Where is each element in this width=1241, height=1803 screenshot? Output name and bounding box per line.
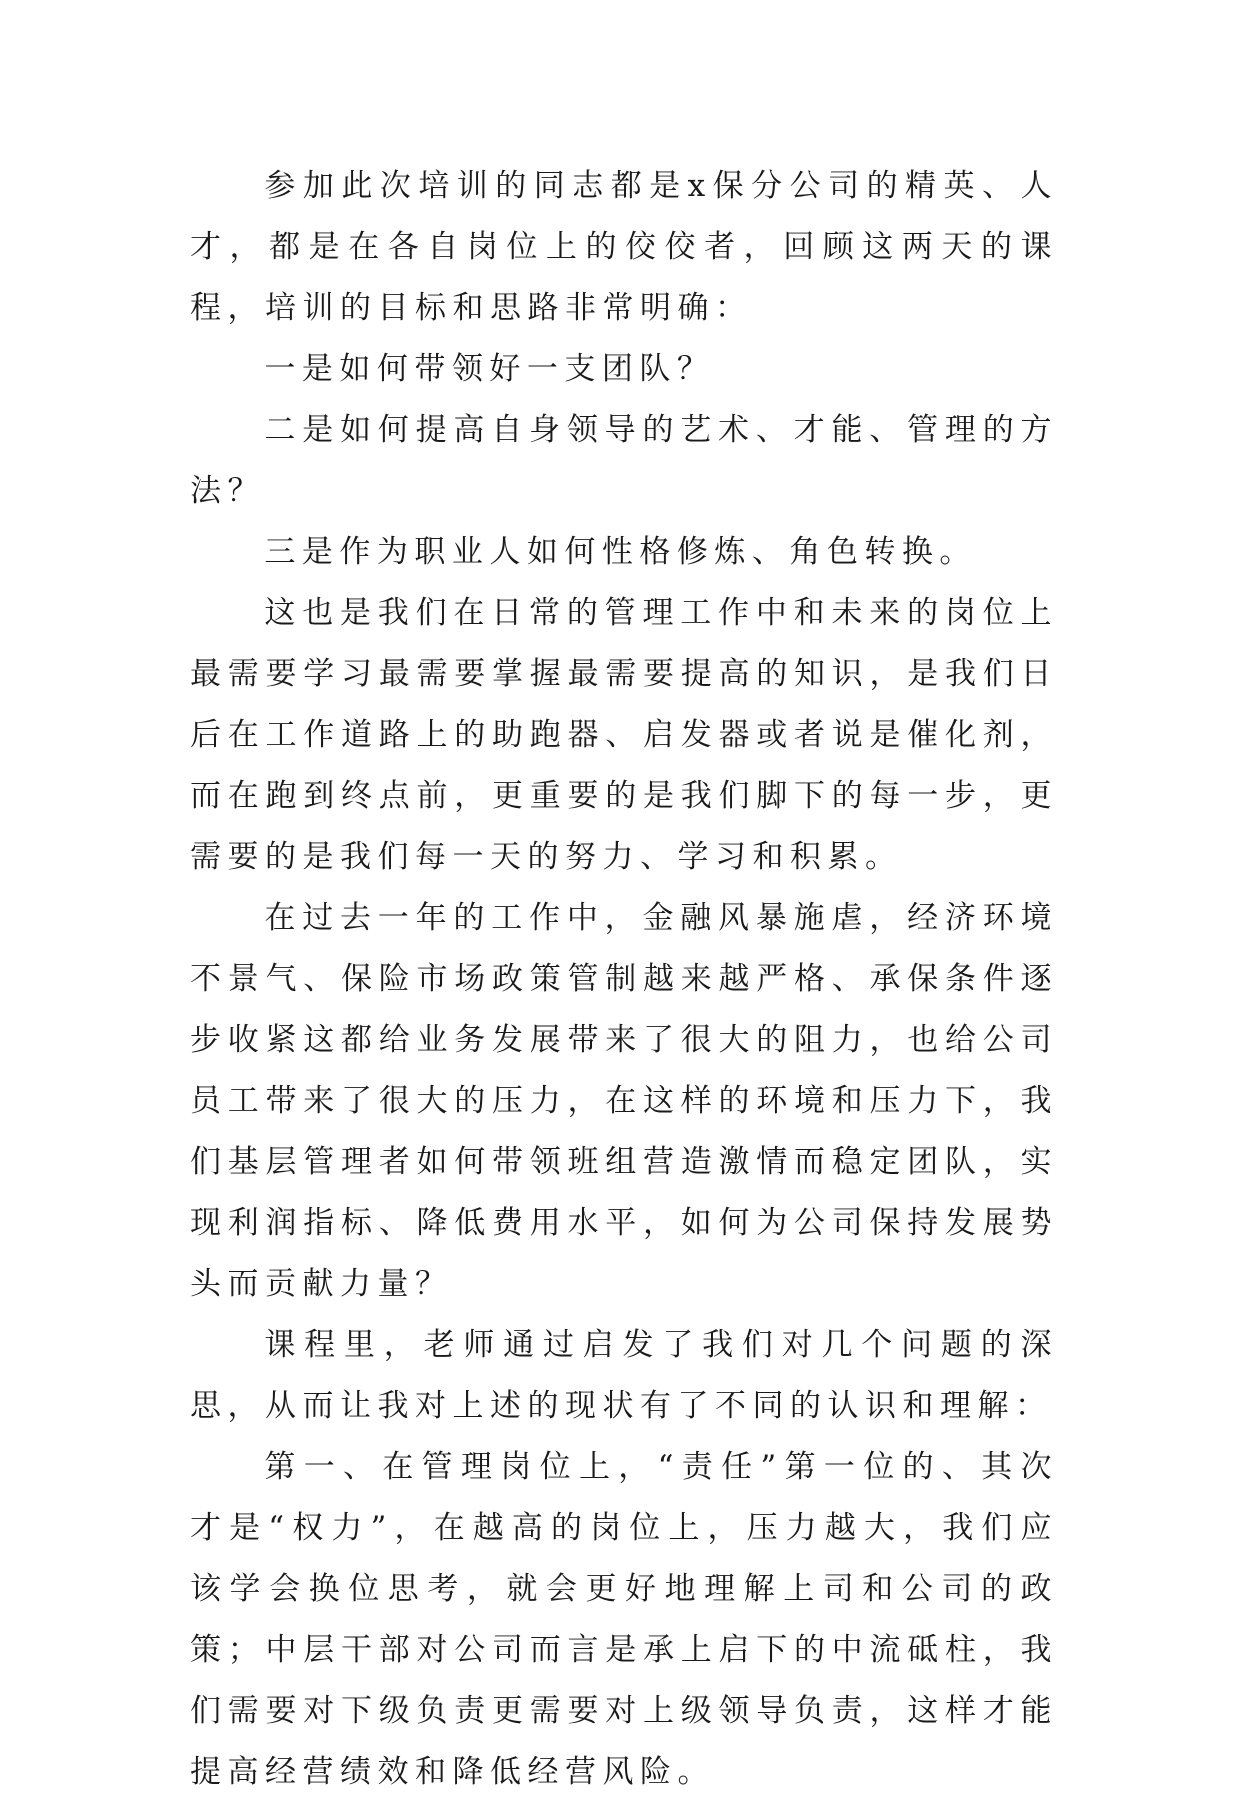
paragraph-point-three: 三是作为职业人如何性格修炼、角色转换。 — [264, 534, 977, 570]
paragraph-past-year: 在过去一年的工作中，金融风暴施虐，经济环境不景气、保险市场政策管制越来越严格、承保条件逐步收紧这都给业务发展带来了很大的阻力，也给公司员工带来了很大的压力，在这样的环境和压力下，我们基层管理者如何带领班组营造激情而稳定团队，实现利润指标、降低费用水平，如何为公司保持发展势头而贡献力量？ — [190, 900, 1058, 1302]
paragraph-intro: 参加此次培训的同志都是x保分公司的精英、人才，都是在各自岗位上的佼佼者，回顾这两天的课程，培训的目标和思路非常明确： — [190, 168, 1058, 326]
paragraph-point-one: 一是如何带领好一支团队？ — [264, 351, 715, 387]
paragraph-first-insight: 第一、在管理岗位上，“责任”第一位的、其次才是“权力”，在越高的岗位上，压力越大，我们应该学会换位思考，就会更好地理解上司和公司的政策；中层干部对公司而言是承上启下的中流砥柱，我们需要对下级负责更需要对上级领导负责，这样才能提高经营绩效和降低经营风险。 — [190, 1449, 1058, 1790]
document-body — [190, 156, 1058, 1803]
paragraph-significance: 这也是我们在日常的管理工作中和未来的岗位上最需要学习最需要掌握最需要提高的知识，是我们日后在工作道路上的助跑器、启发器或者说是催化剂，而在跑到终点前，更重要的是我们脚下的每一步，更需要的是我们每一天的努力、学习和积累。 — [190, 595, 1058, 875]
paragraph-point-two: 二是如何提高自身领导的艺术、才能、管理的方法？ — [190, 412, 1058, 509]
paragraph-course: 课程里，老师通过启发了我们对几个问题的深思，从而让我对上述的现状有了不同的认识和理解： — [190, 1327, 1058, 1424]
